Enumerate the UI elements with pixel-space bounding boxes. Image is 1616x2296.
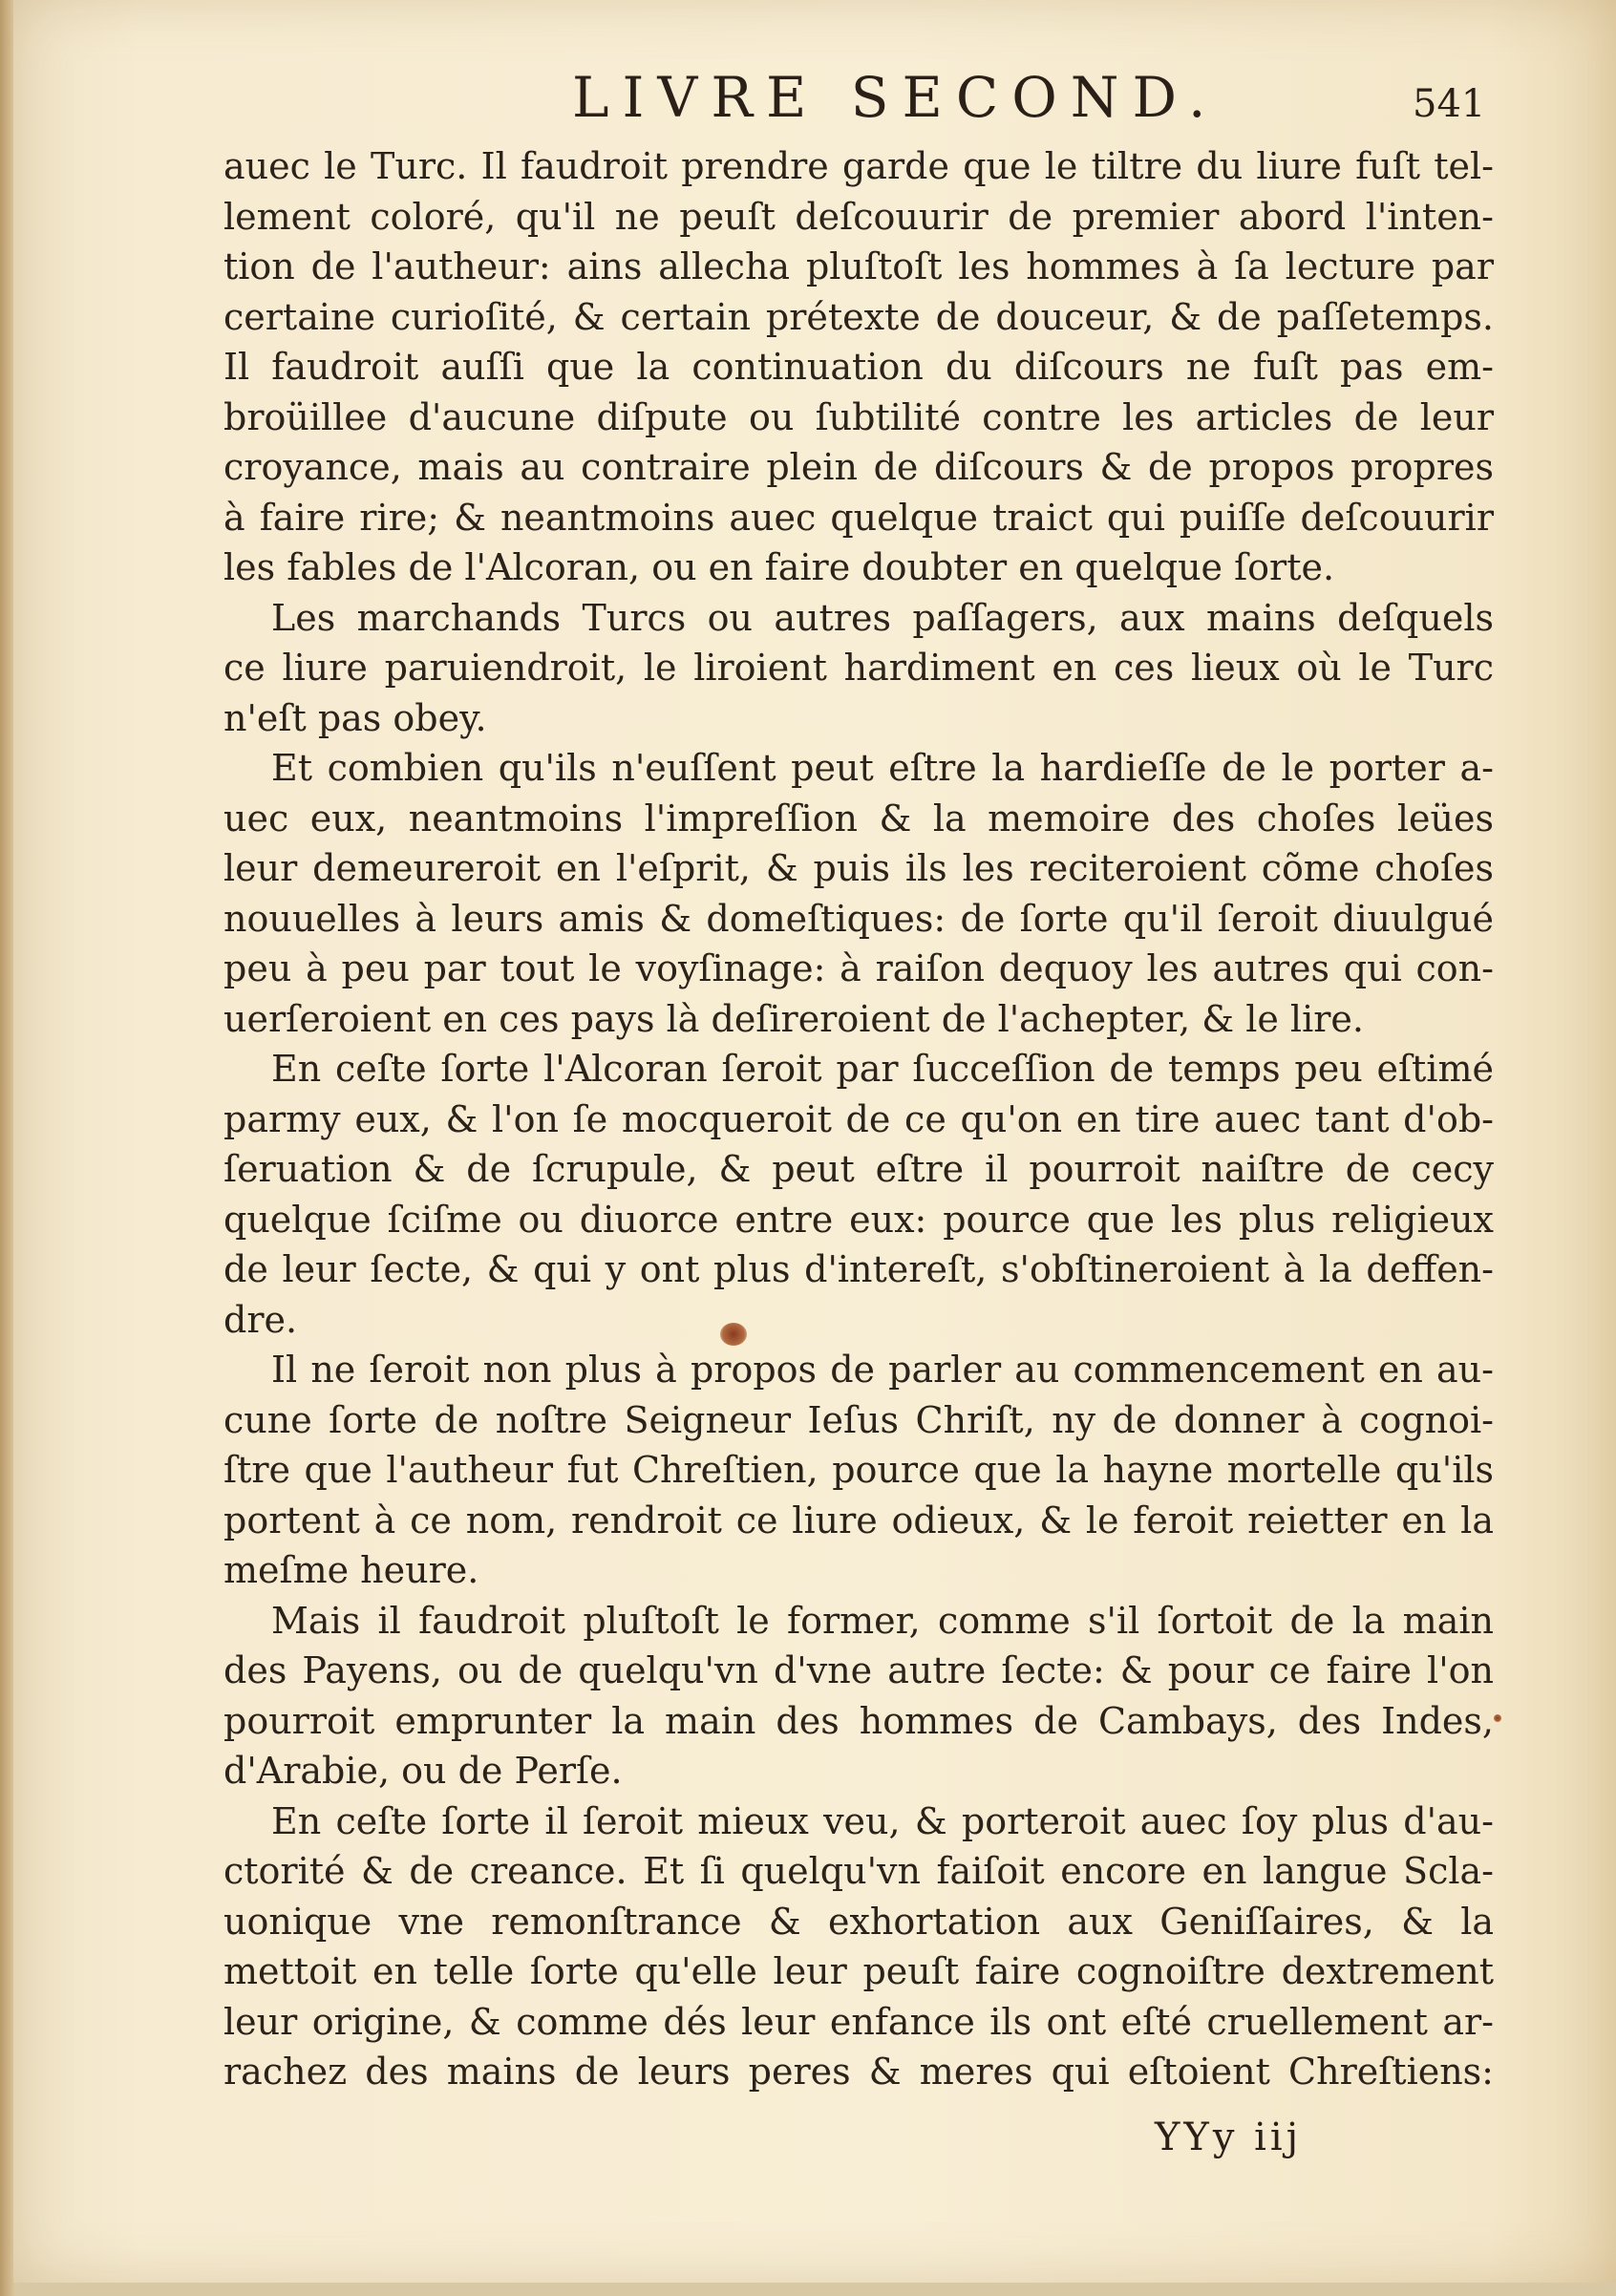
text-line: ſeruation & de ſcrupule, & peut eſtre il pourroit naiſtre de cecy xyxy=(223,1148,1494,1190)
paragraph-start-line: Et combien qu'ils n'euſſent peut eſtre la hardieſſe de le porter a- xyxy=(271,747,1494,789)
text-line: uerſeroient en ces pays là deſireroient de l'achepter, & le lire. xyxy=(223,997,1364,1040)
running-title: LIVRE SECOND. xyxy=(572,65,1220,130)
paragraph-start-line: En ceſte ſorte il ſeroit mieux veu, & porteroit auec ſoy plus d'au- xyxy=(271,1799,1494,1842)
text-line: nouuelles à leurs amis & domeſtiques: de ſorte qu'il ſeroit diuulgué xyxy=(223,897,1494,940)
text-line: d'Arabie, ou de Perſe. xyxy=(223,1750,623,1792)
text-line: mettoit en telle ſorte qu'elle leur peuſt faire cognoiſtre dextrement xyxy=(223,1950,1494,1992)
text-line: ce liure paruiendroit, le liroient hardiment en ces lieux où le Turc xyxy=(223,647,1494,689)
text-line: quelque ſciſme ou diuorce entre eux: pource que les plus religieux xyxy=(223,1198,1494,1241)
text-line: broüillee d'aucune diſpute ou ſubtilité contre les articles de leur xyxy=(223,395,1494,438)
text-line: des Payens, ou de quelqu'vn d'vne autre ſecte: & pour ce faire l'on xyxy=(223,1649,1494,1691)
signature-mark: YYy iij xyxy=(1155,2115,1303,2159)
text-line: dre. xyxy=(223,1298,298,1341)
text-line: tion de l'autheur: ains allecha pluſtoſt les hommes à ſa lecture par xyxy=(223,245,1494,287)
text-line: Il faudroit auſſi que la continuation du diſcours ne fuſt pas em- xyxy=(223,346,1494,388)
running-head xyxy=(13,57,1616,134)
body-text xyxy=(223,141,1494,2097)
text-line: les fables de l'Alcoran, ou en faire doubter en quelque ſorte. xyxy=(223,546,1335,588)
text-line: meſme heure. xyxy=(223,1549,479,1591)
text-line: de leur ſecte, & qui y ont plus d'intereſt, s'obſtineroient à la deffen- xyxy=(223,1248,1494,1290)
text-line: cune ſorte de noſtre Seigneur Ieſus Chriſt, ny de donner à cognoi- xyxy=(223,1398,1494,1441)
book-page xyxy=(13,0,1616,2283)
text-line: ſtre que l'autheur fut Chreſtien, pource que la hayne mortelle qu'ils xyxy=(223,1449,1494,1491)
text-line: rachez des mains de leurs peres & meres qui eſtoient Chreſtiens: xyxy=(223,2051,1494,2093)
text-line: leur demeureroit en l'eſprit, & puis ils les reciteroient cõme choſes xyxy=(223,847,1494,889)
text-line: auec le Turc. Il faudroit prendre garde que le tiltre du liure fuſt tel- xyxy=(223,145,1494,187)
paragraph-start-line: En ceſte ſorte l'Alcoran ſeroit par ſucceſſion de temps peu eſtimé xyxy=(271,1048,1494,1090)
text-line: croyance, mais au contraire plein de diſcours & de propos propres xyxy=(223,446,1494,488)
text-line: uec eux, neantmoins l'impreſſion & la memoire des choſes leües xyxy=(223,797,1494,840)
paragraph-start-line: Il ne ſeroit non plus à propos de parler au commencement en au- xyxy=(271,1349,1494,1391)
text-line: parmy eux, & l'on ſe mocqueroit de ce qu'on en tire auec tant d'ob- xyxy=(223,1097,1494,1140)
page-number: 541 xyxy=(1413,82,1486,126)
text-line: lement coloré, qu'il ne peuſt deſcouurir de premier abord l'inten- xyxy=(223,195,1494,238)
text-line: pourroit emprunter la main des hommes de Cambays, des Indes, xyxy=(223,1699,1494,1742)
text-line: peu à peu par tout le voyſinage: à raiſon dequoy les autres qui con- xyxy=(223,947,1494,989)
text-line: leur origine, & comme dés leur enfance ils ont eſté cruellement ar- xyxy=(223,2000,1494,2043)
ink-stain xyxy=(1494,1714,1501,1722)
text-line: uonique vne remonſtrance & exhortation aux Geniſſaires, & la xyxy=(223,1900,1494,1943)
text-line: ctorité & de creance. Et ſi quelqu'vn faiſoit encore en langue Scla- xyxy=(223,1850,1494,1892)
paragraph-start-line: Mais il faudroit pluſtoſt le former, comme s'il ſortoit de la main xyxy=(271,1599,1494,1642)
paragraph-start-line: Les marchands Turcs ou autres paſſagers, aux mains deſquels xyxy=(271,596,1494,639)
text-line: certaine curioſité, & certain prétexte de douceur, & de paſſetemps. xyxy=(223,295,1494,338)
text-line: portent à ce nom, rendroit ce liure odieux, & le feroit reietter en la xyxy=(223,1499,1494,1541)
text-line: n'eſt pas obey. xyxy=(223,696,487,739)
text-line: à faire rire; & neantmoins auec quelque traict qui puiſſe deſcouurir xyxy=(223,496,1494,539)
